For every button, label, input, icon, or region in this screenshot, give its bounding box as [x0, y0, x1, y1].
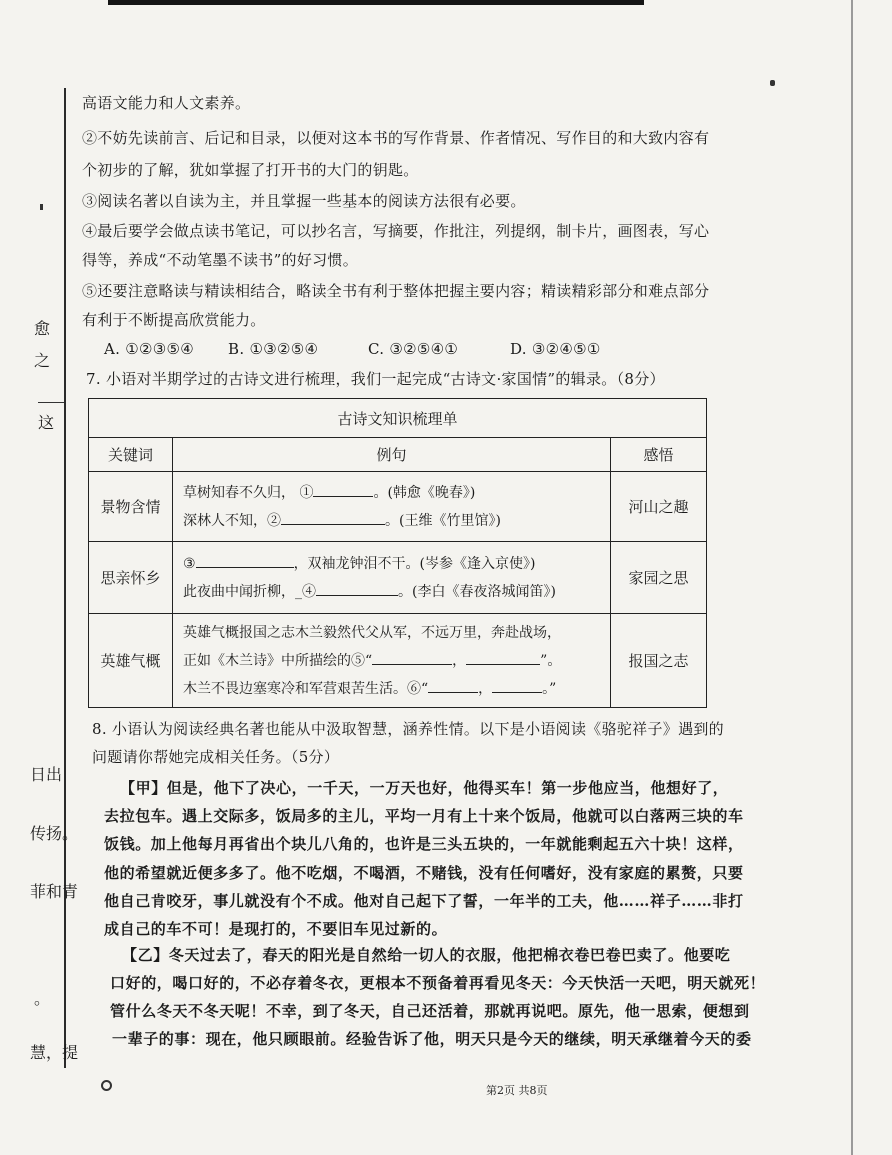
scan-right-edge: [851, 0, 853, 1155]
answer-blank-5b[interactable]: [466, 650, 540, 665]
example-text: ，双袖龙钟泪不干。(岑参《逢入京使》): [293, 555, 536, 572]
knowledge-table: [88, 398, 707, 708]
passage-line: 一辈子的事：现在，他只顾眼前。经验告诉了他，明天只是今天的继续，明天承继着今天的委: [112, 1030, 752, 1048]
answer-blank-4[interactable]: [316, 581, 398, 596]
margin-note: 传扬。: [30, 824, 79, 843]
table-row: [89, 472, 707, 542]
row-keyword: 思亲怀乡: [89, 542, 173, 614]
answer-blank-2[interactable]: [281, 510, 385, 525]
row-feeling: 河山之趣: [611, 472, 707, 542]
example-text: 。(韩愈《晚春》): [373, 484, 476, 501]
q6-line: 有利于不断提高欣赏能力。: [82, 311, 266, 329]
row-feeling: 家园之思: [611, 542, 707, 614]
row-keyword: 英雄气概: [89, 614, 173, 708]
q6-line: 个初步的了解，犹如掌握了打开书的大门的钥匙。: [82, 161, 419, 179]
q7-stem: 7. 小语对半期学过的古诗文进行梳理，我们一起完成“古诗文·家国情”的辑录。（8分）: [86, 370, 665, 388]
q6-option-a: A. ①②③⑤④: [104, 340, 195, 358]
answer-blank-6b[interactable]: [492, 678, 542, 693]
margin-note: 。: [34, 989, 51, 1008]
scan-speck: [770, 80, 775, 86]
table-row: [89, 542, 707, 614]
example-text: 草树知春不久归， ①: [183, 484, 314, 501]
table-row: [89, 614, 707, 708]
example-line: [183, 578, 600, 606]
passage-line: 去拉包车。遇上交际多，饭局多的主儿，平均一月有上十来个饭局，他就可以白落两三块的车: [104, 807, 744, 825]
q6-line: 高语文能力和人文素养。: [82, 94, 251, 112]
q6-line: ⑤还要注意略读与精读相结合，略读全书有利于整体把握主要内容；精读精彩部分和难点部分: [82, 282, 710, 300]
margin-note: 日出: [30, 765, 63, 784]
passage-line: 【乙】冬天过去了，春天的阳光是自然给一切人的衣服，他把棉衣卷巴卷巴卖了。他要吃: [122, 946, 731, 964]
example-line: [183, 647, 600, 675]
margin-note: 慧，提: [30, 1043, 79, 1062]
q6-option-d: D. ③②④⑤①: [510, 340, 601, 358]
q6-line: ④最后要学会做点读书笔记，可以抄名言，写摘要，作批注，列提纲，制卡片，画图表，写心: [82, 222, 710, 240]
margin-dash: [38, 402, 64, 403]
example-text: 。(王维《竹里馆》): [385, 512, 501, 529]
table-header-example: 例句: [173, 438, 611, 472]
row-examples: [173, 614, 611, 708]
passage-line: 他自己肯咬牙，事儿就没有个不成。他对自己起下了誓，一年半的工夫，他……祥子……非打: [104, 892, 744, 910]
example-text: 。”: [542, 680, 557, 697]
example-line: [183, 675, 600, 703]
example-text: 此夜曲中闻折柳，_④: [183, 583, 316, 600]
passage-line: 管什么冬天不冬天呢！不幸，到了冬天，自己还活着，那就再说吧。原先，他一思索，便想到: [110, 1002, 750, 1020]
row-feeling: 报国之志: [611, 614, 707, 708]
example-text: ③: [183, 555, 196, 572]
margin-note: 这: [38, 413, 55, 432]
margin-note: 之: [34, 351, 51, 370]
table-header-keyword: 关键词: [89, 438, 173, 472]
example-text: 。(李白《春夜洛城闻笛》): [398, 583, 556, 600]
answer-blank-5a[interactable]: [372, 650, 452, 665]
answer-blank-3[interactable]: [196, 553, 294, 568]
passage-line: 饭钱。加上他每月再省出个块儿八角的，也许是三头五块的，一年就能剩起五六十块！这样，: [104, 835, 744, 853]
row-examples: [173, 472, 611, 542]
binding-line: [64, 88, 66, 1068]
scan-top-edge: [108, 0, 644, 5]
q6-line: ②不妨先读前言、后记和目录，以便对这本书的写作背景、作者情况、写作目的和大致内容有: [82, 129, 710, 147]
example-line: 英雄气概报国之志木兰毅然代父从军，不远万里，奔赴战场，: [183, 624, 561, 641]
q6-option-b: B. ①③②⑤④: [228, 340, 319, 358]
margin-mark: [40, 204, 43, 210]
passage-line: 口好的，喝口好的，不必存着冬衣，更根本不预备着再看见冬天：今天快活一天吧，明天就死！: [110, 974, 766, 992]
q6-option-c: C. ③②⑤④①: [368, 340, 459, 358]
example-text: ，: [452, 652, 467, 669]
binding-hole: [101, 1080, 112, 1091]
q6-line: 得等，养成“不动笔墨不读书”的好习惯。: [82, 251, 359, 269]
example-text: 正如《木兰诗》中所描绘的⑤“: [183, 652, 373, 669]
row-keyword: 景物含情: [89, 472, 173, 542]
page-number: 第2页 共8页: [486, 1084, 548, 1097]
example-text: ，: [478, 680, 493, 697]
example-line: [183, 507, 600, 535]
margin-note: 菲和青: [30, 882, 79, 901]
margin-note: 愈: [34, 319, 51, 338]
answer-blank-1[interactable]: [313, 482, 373, 497]
q8-stem-line: 问题请你帮她完成相关任务。（5分）: [92, 748, 340, 766]
example-text: 深林人不知，②: [183, 512, 281, 529]
table-header-feeling: 感悟: [611, 438, 707, 472]
passage-line: 成自己的车不可！是现打的，不要旧车见过新的。: [104, 920, 448, 938]
q8-stem-line: 8. 小语认为阅读经典名著也能从中汲取智慧，涵养性情。以下是小语阅读《骆驼祥子》遇到的: [92, 720, 724, 738]
row-examples: [173, 542, 611, 614]
table-title: 古诗文知识梳理单: [89, 399, 707, 438]
example-text: 木兰不畏边塞寒冷和军营艰苦生活。⑥“: [183, 680, 429, 697]
passage-line: 【甲】但是，他下了决心，一千天，一万天也好，他得买车！第一步他应当，他想好了，: [120, 779, 729, 797]
q6-line: ③阅读名著以自读为主，并且掌握一些基本的阅读方法很有必要。: [82, 192, 526, 210]
example-text: ”。: [540, 652, 562, 669]
example-line: [183, 550, 600, 578]
passage-line: 他的希望就近便多多了。他不吃烟，不喝酒，不赌钱，没有任何嗜好，没有家庭的累赘，只要: [104, 864, 744, 882]
answer-blank-6a[interactable]: [428, 678, 478, 693]
example-line: [183, 479, 600, 507]
